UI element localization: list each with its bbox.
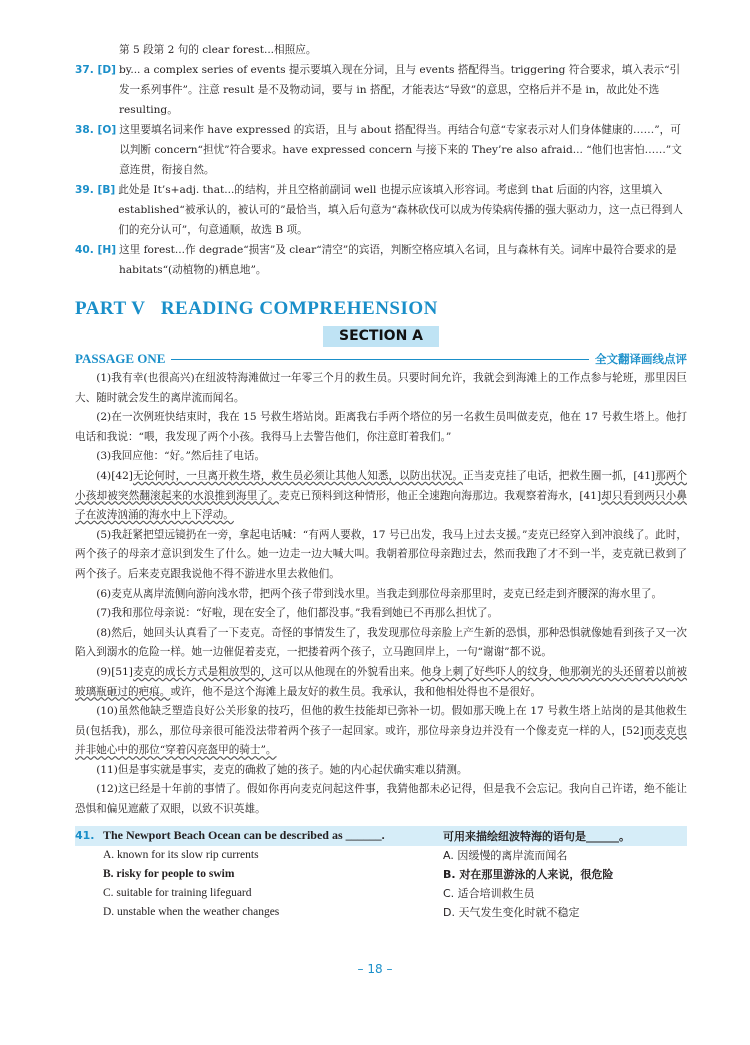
question-41 bbox=[75, 826, 687, 922]
paragraph: (6)麦克从离岸流侧向游向浅水带，把两个孩子带到浅水里。当我走到那位母亲那里时，麦克已经走到齐腰深的海水里了。 bbox=[96, 587, 663, 600]
paragraph: (3)我回应他：“好。”然后挂了电话。 bbox=[96, 450, 266, 463]
paragraph: (2)在一次例班快结束时，我在 15 号救生塔站岗。距离我右手两个塔位的另一名救生员叫做麦克，他在 17 号救生塔上。他打电话和我说：“喂，我发现了两个小孩。我得马上去警告他们，你注意盯着我们。” bbox=[75, 411, 687, 443]
paragraph: (8)然后，她回头认真看了一下麦克。奇怪的事情发生了，我发现那位母亲脸上产生新的恐惧，那种恐惧就像她看到孩子又一次陷入到溺水的危险一样。她一边催促着麦克，一把搂着两个孩子，立马跑回岸上，一句“谢谢”都不说。 bbox=[75, 626, 687, 659]
underlined-sentence: 无论何时，一旦离开救生塔，救生员必须让其他人知悉，以防出状况。 bbox=[132, 469, 463, 482]
explanation-text: 这里要填名词来作 have expressed 的宾语，且与 about 搭配得当。再结合句意“专家表示对人们身体健康的……”，可以判断 concern“担忧”符合要求。have expressed concern 与接下来的 They’re also afraid... “他们也害怕……”文意连贯，衔接自然。 bbox=[119, 124, 682, 176]
section-label: SECTION A bbox=[323, 326, 439, 347]
part-title: PART V READING COMPREHENSION bbox=[75, 298, 438, 319]
explanation-number: 37. [D] bbox=[75, 64, 116, 76]
explanation-text: 这里 forest...作 degrade“损害”及 clear“清空”的宾语，判断空格应填入名词，且与森林有关。词库中最符合要求的是 habitats“(动植物的)栖息地”。 bbox=[119, 244, 677, 276]
question-stem-en: The Newport Beach Ocean can be described as ______. bbox=[103, 828, 385, 843]
option-en: B. risky for people to swim bbox=[103, 868, 235, 881]
underlined-sentence: 麦克的成长方式是粗放型的， bbox=[132, 665, 272, 678]
explanation-item bbox=[75, 180, 687, 240]
explanation-number: 39. [B] bbox=[75, 184, 116, 196]
page-content bbox=[75, 40, 687, 922]
passage-divider bbox=[171, 359, 589, 360]
option-en: A. known for its slow rip currents bbox=[103, 849, 259, 862]
option-en: D. unstable when the weather changes bbox=[103, 906, 280, 919]
underlined-sentence: 却只看到两只小鼻子在波涛汹涌的海水中上下浮动。 bbox=[75, 489, 687, 522]
paragraph: (1)我有幸(也很高兴)在纽波特海滩做过一年零三个月的救生员。只要时间允许，我就会到海滩上的工作点参与轮班，那里因巨大、随时就会发生的离岸流而闻名。 bbox=[75, 372, 687, 404]
explanation-item bbox=[75, 120, 687, 180]
underlined-sentence: 而麦克也并非她心中的那位“穿着闪亮盔甲的骑士”。 bbox=[75, 724, 688, 757]
section-header bbox=[75, 325, 687, 347]
question-header bbox=[75, 826, 687, 846]
question-number: 41. bbox=[75, 829, 95, 843]
option-b bbox=[75, 865, 687, 884]
option-cn: C. 适合培训救生员 bbox=[443, 887, 535, 901]
option-d bbox=[75, 903, 687, 922]
explanation-continuation: 第 5 段第 2 句的 clear forest...相照应。 bbox=[119, 44, 317, 56]
page-number: – 18 – bbox=[357, 962, 393, 976]
paragraph: (7)我和那位母亲说：“好啦，现在安全了，他们都没事。”我看到她已不再那么担忧了。 bbox=[96, 607, 499, 620]
passage-title: PASSAGE ONE bbox=[75, 351, 166, 366]
option-en: C. suitable for training lifeguard bbox=[103, 887, 252, 900]
explanation-item bbox=[75, 60, 687, 120]
passage-note: 全文翻译画线点评 bbox=[595, 352, 687, 366]
paragraph: (10)虽然他缺乏塑造良好公关形象的技巧，但他的救生技能却已弥补一切。假如那天晚上在 17 号救生塔上站岗的是其他救生员(包括我)，那么，那位母亲很可能没法带着两个孩子一起回家。或许，那位母亲身边并没有一个像麦克一样的人，[52]而麦克也并非她心中的那位“穿着闪亮盔甲的骑士”。 bbox=[75, 705, 688, 757]
underlined-sentence: 他身上刺了好些吓人的纹身，他那剃光的头还留着以前被玻璃瓶砸过的疤痕。 bbox=[75, 665, 688, 698]
explanation-text: by... a complex series of events 提示要填入现在分词，且与 events 搭配得当。triggering 符合要求，填入表示“引发一系列事件”。注意 result 是不及物动词，要与 in 搭配，才能表达“导致”的意思，空格后并不是 in，故此处不选 resulting。 bbox=[118, 64, 681, 116]
explanation-text: 此处是 It’s+adj. that...的结构，并且空格前副词 well 也提示应该填入形容词。考虑到 that 后面的内容，这里填入 established“被承认的，被认可的”最恰当，填入后句意为“森林砍伐可以成为传染病传播的强大驱动力，这一点已得到人们的充分认可”，句意通顺，故选 B 项。 bbox=[118, 184, 683, 236]
option-a bbox=[75, 846, 687, 865]
answer-explanations bbox=[75, 40, 687, 280]
paragraph: (12)这已经是十年前的事情了。假如你再向麦克问起这件事，我猜他都未必记得，但是我不会忘记。我向自己许诺，绝不能让恐惧和偏见遮蔽了双眼，以致不识英雄。 bbox=[75, 783, 687, 816]
passage-translation bbox=[75, 369, 687, 820]
paragraph: (5)我赶紧把望远镜扔在一旁，拿起电话喊：“有两人要救，17 号已出发，我马上过去支援。”麦克已经穿入到冲浪线了。此时，两个孩子的母亲才意识到发生了什么。她一边走一边大喊大叫。我朝着那位母亲跑过去，然而我跑了才不到一半，麦克就已救到了两个孩子。后来麦克跟我说他不得不游进水里去救他们。 bbox=[75, 528, 687, 580]
question-stem-cn: 可用来描绘纽波特海的语句是______。 bbox=[443, 829, 630, 843]
paragraph: (4)[42]无论何时，一旦离开救生塔，救生员必须让其他人知悉，以防出状况。正当麦克挂了电话，把救生圈一抓，[41]那两个小孩却被突然翻滚起来的水浪推到海里了。麦克已预料到这种情形，他正全速跑向海那边。我观察着海水，[41]却只看到两只小鼻子在波涛汹涌的海水中上下浮动。 bbox=[75, 469, 688, 522]
option-c bbox=[75, 884, 687, 903]
explanation-number: 38. [O] bbox=[75, 124, 117, 136]
option-cn: A. 因缓慢的离岸流而闻名 bbox=[443, 849, 568, 863]
explanation-number: 40. [H] bbox=[75, 244, 117, 256]
underlined-sentence: 那两个小孩却被突然翻滚起来的水浪推到海里了。 bbox=[75, 469, 688, 502]
explanation-item bbox=[75, 240, 687, 280]
paragraph: (11)但是事实就是事实，麦克的确救了她的孩子。她的内心起伏确实难以猜测。 bbox=[96, 763, 468, 776]
option-cn: B. 对在那里游泳的人来说，很危险 bbox=[443, 868, 614, 882]
passage-header bbox=[75, 349, 687, 369]
option-cn: D. 天气发生变化时就不稳定 bbox=[443, 906, 580, 920]
paragraph: (9)[51]麦克的成长方式是粗放型的，这可以从他现在的外貌看出来。他身上刺了好些吓人的纹身，他那剃光的头还留着以前被玻璃瓶砸过的疤痕。或许，他不是这个海滩上最友好的救生员。我承认，我和他相处得也不是很好。 bbox=[75, 665, 688, 698]
